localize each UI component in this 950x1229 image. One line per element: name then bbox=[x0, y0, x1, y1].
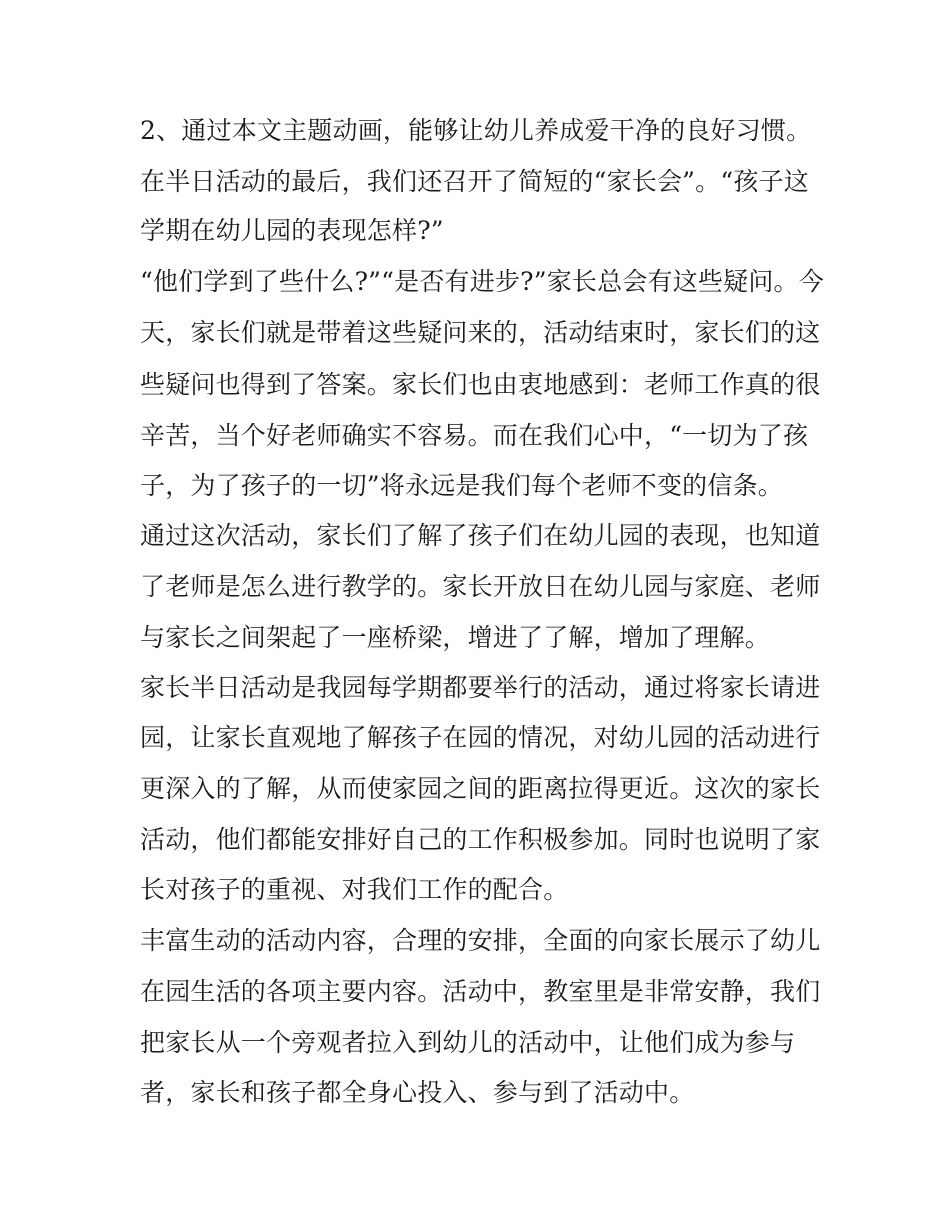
text-line-17: 丰富生动的活动内容，合理的安排，全面的向家长展示了幼儿 bbox=[140, 926, 821, 955]
text-line-2: 在半日活动的最后，我们还召开了简短的“家长会”。“孩子这 bbox=[140, 167, 809, 196]
text-line-5: 天，家长们就是带着这些疑问来的，活动结束时，家长们的这 bbox=[140, 318, 821, 347]
text-line-15: 活动，他们都能安排好自己的工作积极参加。同时也说明了家 bbox=[140, 825, 821, 854]
text-line-20: 者，家长和孩子都全身心投入、参与到了活动中。 bbox=[140, 1078, 695, 1107]
text-line-13: 园，让家长直观地了解孩子在园的情况，对幼儿园的活动进行 bbox=[140, 723, 821, 752]
text-line-11: 与家长之间架起了一座桥梁，增进了了解，增加了理解。 bbox=[140, 623, 771, 652]
text-line-3: 学期在幼儿园的表现怎样?” bbox=[140, 216, 444, 245]
text-line-7: 辛苦，当个好老师确实不容易。而在我们心中，“一切为了孩 bbox=[140, 421, 809, 450]
text-line-1: 2、通过本文主题动画，能够让幼儿养成爱干净的良好习惯。 bbox=[140, 116, 812, 145]
text-line-9: 通过这次活动，家长们了解了孩子们在幼儿园的表现，也知道 bbox=[140, 521, 821, 550]
text-line-19: 把家长从一个旁观者拉入到幼儿的活动中，让他们成为参与 bbox=[140, 1028, 796, 1057]
text-line-16: 长对孩子的重视、对我们工作的配合。 bbox=[140, 875, 569, 904]
text-line-10: 了老师是怎么进行教学的。家长开放日在幼儿园与家庭、老师 bbox=[140, 572, 821, 601]
text-line-12: 家长半日活动是我园每学期都要举行的活动，通过将家长请进 bbox=[140, 673, 821, 702]
text-line-14: 更深入的了解，从而使家园之间的距离拉得更近。这次的家长 bbox=[140, 774, 821, 803]
text-line-4: “他们学到了些什么?”“是否有进步?”家长总会有这些疑问。今 bbox=[140, 267, 824, 296]
text-line-18: 在园生活的各项主要内容。活动中，教室里是非常安静，我们 bbox=[140, 977, 821, 1006]
text-line-8: 子，为了孩子的一切”将永远是我们每个老师不变的信条。 bbox=[140, 471, 783, 500]
text-line-6: 些疑问也得到了答案。家长们也由衷地感到：老师工作真的很 bbox=[140, 370, 821, 399]
